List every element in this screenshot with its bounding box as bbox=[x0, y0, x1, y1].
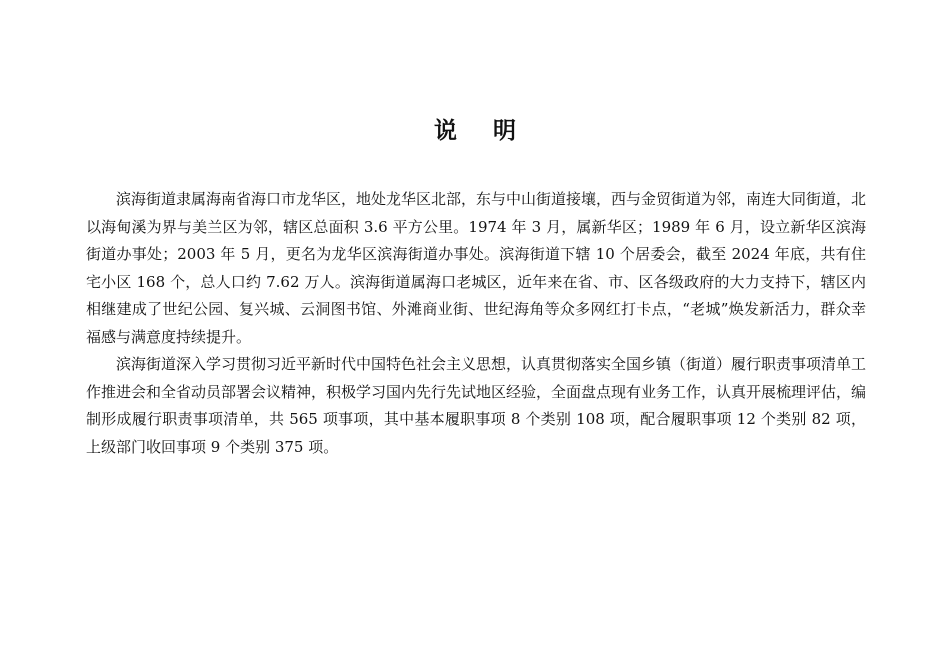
page-title: 说 明 bbox=[433, 117, 530, 144]
document-body bbox=[86, 186, 866, 461]
paragraph-overview: 滨海街道隶属海南省海口市龙华区，地处龙华区北部，东与中山街道接壤，西与金贸街道为邻，南连大同街道，北以海甸溪为界与美兰区为邻，辖区总面积 3.6 平方公里。1974 年 3 月，属新华区；1989 年 6 月，设立新华区滨海街道办事处；2003 年 5 月，更名为龙华区滨海街道办事处。滨海街道下辖 10 个居委会，截至 2024 年底，共有住宅小区 168 个，总人口约 7.62 万人。滨海街道属海口老城区，近年来在省、市、区各级政府的大力支持下，辖区内相继建成了世纪公园、复兴城、云洞图书馆、外滩商业街、世纪海角等众多网红打卡点，“老城”焕发新活力，群众幸福感与满意度持续提升。 bbox=[86, 190, 867, 346]
paragraph-duties: 滨海街道深入学习贯彻习近平新时代中国特色社会主义思想，认真贯彻落实全国乡镇（街道）履行职责事项清单工作推进会和全省动员部署会议精神，积极学习国内先行先试地区经验，全面盘点现有业务工作，认真开展梳理评估，编制形成履行职责事项清单，共 565 项事项，其中基本履职事项 8 个类别 108 项，配合履职事项 12 个类别 82 项，上级部门收回事项 9 个类别 375 项。 bbox=[86, 355, 867, 456]
